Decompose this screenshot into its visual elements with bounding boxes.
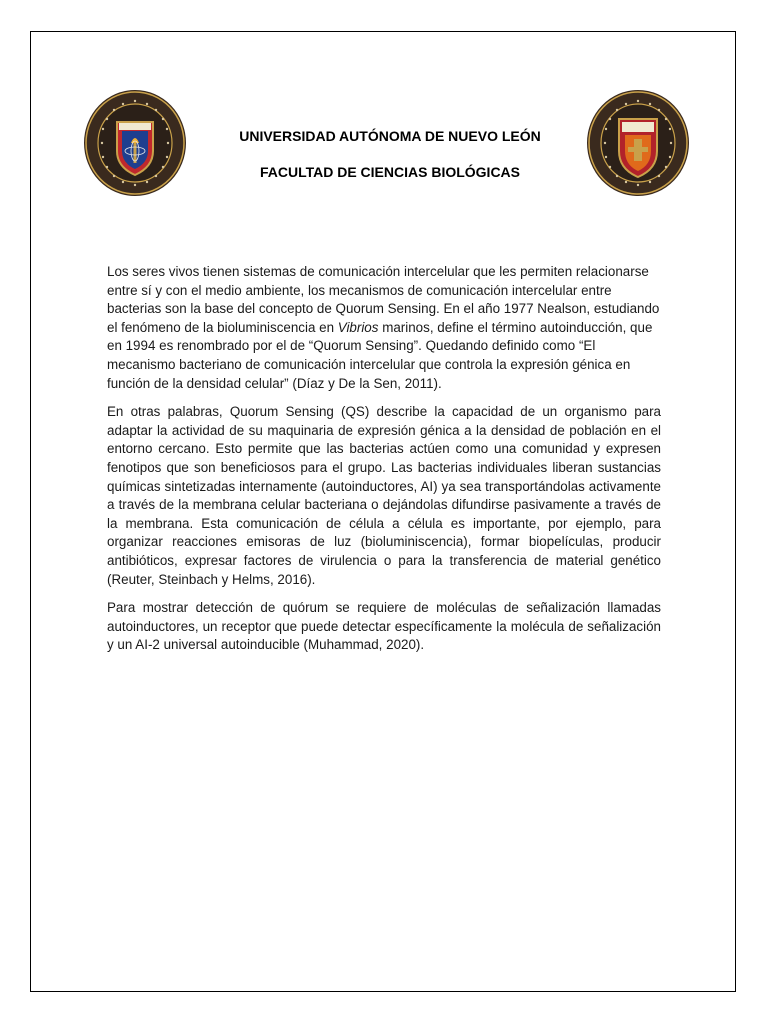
paragraph-1-text-b: marinos, define el término autoinducción, que en 1994 es renombrado por el de “Quorum Sensing”. Quedando definido como “El mecanismo bacteriano de comunicación intercelular que controla la expresión génica en función de la densidad celular” (Díaz y De la Sen, 2011).: [107, 319, 653, 391]
paragraph-1: [107, 263, 661, 393]
document-body: [107, 263, 661, 665]
uanl-seal-icon: [83, 89, 187, 197]
paragraph-2: En otras palabras, Quorum Sensing (QS) describe la capacidad de un organismo para adaptar la actividad de su maquinaria de expresión génica a la densidad de población en el entorno cercano. Esto permite que las bacterias actúen como una comunidad y expresen fenotipos que son beneficiosos para el grupo. Las bacterias individuales liberan sustancias químicas sintetizadas internamente (autoinductores, AI) ya sea transportándolas activamente a través de la membrana celular bacteriana o dejándolas difundirse pasivamente a través de la membrana. Esta comunicación de célula a célula es importante, por ejemplo, para organizar reacciones emisoras de luz (bioluminiscencia), formar biopelículas, producir antibióticos, expresar factores de virulencia o para la transferencia de material genético (Reuter, Steinbach y Helms, 2016).: [107, 404, 661, 587]
fcb-seal-icon: [586, 89, 690, 197]
university-title: UNIVERSIDAD AUTÓNOMA DE NUEVO LEÓN: [239, 128, 541, 144]
faculty-title: FACULTAD DE CIENCIAS BIOLÓGICAS: [259, 164, 521, 180]
paragraph-1-italic-term: Vibrios: [337, 319, 379, 335]
paragraph-1-text-a: Los seres vivos tienen sistemas de comunicación intercelular que les permiten relacionarse entre sí y con el medio ambiente, los mecanismos de comunicación intercelular entre bacterias son la base del concepto de Quorum Sensing. En el año 1977 Nealson, estudiando el fenómeno de la bioluminiscencia en: [107, 264, 660, 335]
paragraph-3: Para mostrar detección de quórum se requiere de moléculas de señalización llamadas autoinductores, un receptor que puede detectar específicamente la molécula de señalización y un AI-2 universal autoinducible (Muhammad, 2020).: [107, 600, 661, 653]
